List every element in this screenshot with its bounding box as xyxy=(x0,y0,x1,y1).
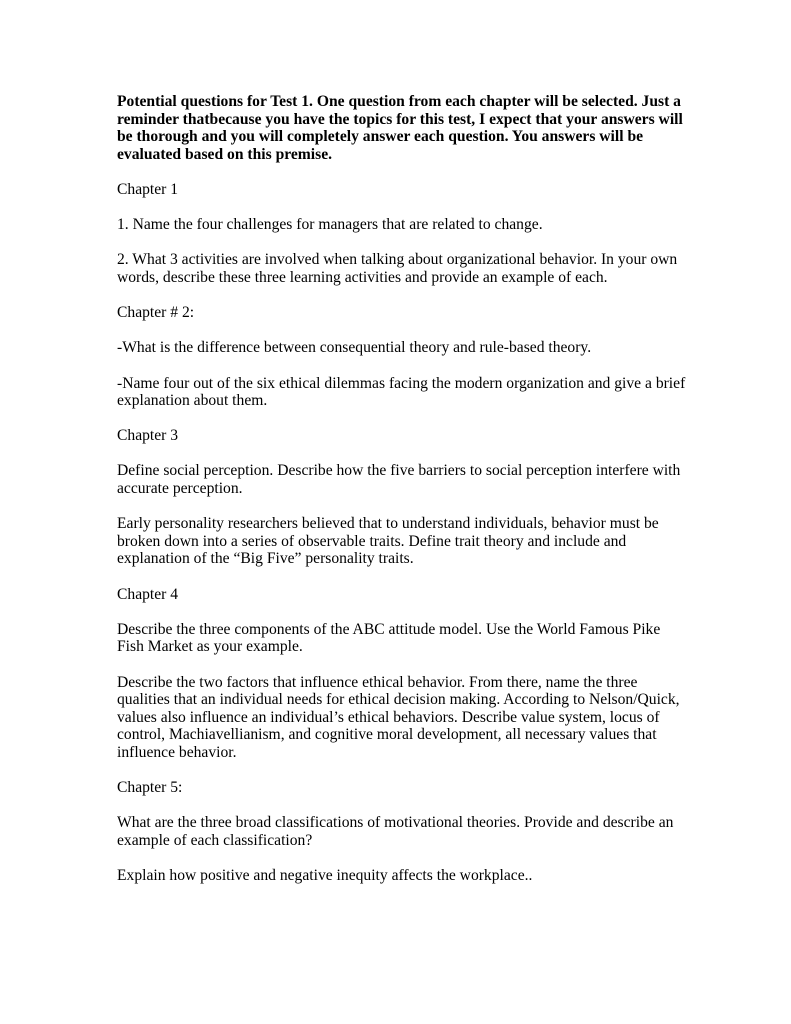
chapter-2-question-1: -What is the difference between consequential theory and rule-based theory. xyxy=(117,339,592,357)
chapter-1-question-2: 2. What 3 activities are involved when talking about organizational behavior. In your own words, describe these three learning activities and provide an example of each. xyxy=(117,251,678,286)
chapter-1-question-1: 1. Name the four challenges for managers that are related to change. xyxy=(117,216,543,234)
chapter-1-heading: Chapter 1 xyxy=(117,180,179,198)
chapter-5-question-2: Explain how positive and negative inequity affects the workplace.. xyxy=(117,867,533,885)
chapter-4-question-2: Describe the two factors that influence ethical behavior. From there, name the three qualities that an individual needs for ethical decision making. According to Nelson/Quick, values also influence an individual’s ethical behaviors. Describe value system, locus of control, Machiavellianism, and cognitive moral development, all necessary values that influence behavior. xyxy=(117,673,680,761)
chapter-3-question-1: Define social perception. Describe how the five barriers to social perception interfere with accurate perception. xyxy=(117,462,681,498)
chapter-4-heading: Chapter 4 xyxy=(117,585,179,603)
chapter-5-question-1: What are the three broad classifications of motivational theories. Provide and describe an example of each classification? xyxy=(117,814,674,849)
chapter-3-heading: Chapter 3 xyxy=(117,427,179,445)
chapter-4-question-1: Describe the three components of the ABC attitude model. Use the World Famous Pike Fish Market as your example. xyxy=(117,620,661,656)
chapter-5-heading: Chapter 5: xyxy=(117,779,183,797)
chapter-2-heading: Chapter # 2: xyxy=(117,304,195,322)
document-body xyxy=(117,93,687,902)
intro-paragraph: Potential questions for Test 1. One question from each chapter will be selected. Just a reminder thatbecause you have the topics for this test, I expect that your answers will be thorough and you will completely answer each question. You answers will be evaluated based on this premise. xyxy=(117,93,683,163)
chapter-3-question-2: Early personality researchers believed that to understand individuals, behavior must be broken down into a series of observable traits. Define trait theory and include and explanation of the “Big Five” personality traits. xyxy=(117,515,659,568)
chapter-2-question-2: -Name four out of the six ethical dilemmas facing the modern organization and give a brief explanation about them. xyxy=(117,374,686,410)
